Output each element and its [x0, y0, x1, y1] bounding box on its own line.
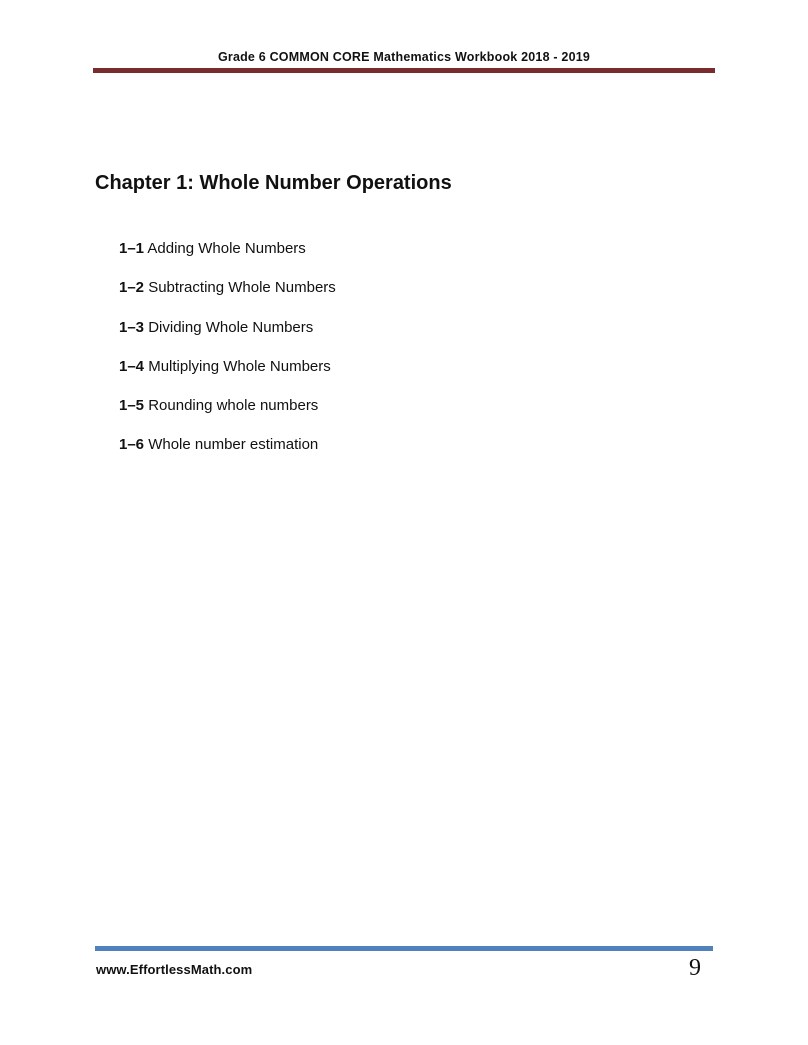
lesson-number: 1–6 [119, 436, 145, 454]
lesson-item [119, 239, 336, 278]
lesson-number: 1–1 [119, 240, 145, 257]
lesson-title: Rounding whole numbers [148, 397, 319, 415]
lesson-item [119, 396, 336, 435]
lesson-title: Dividing Whole Numbers [148, 318, 314, 336]
page-number: 9 [689, 955, 701, 981]
lesson-title: Whole number estimation [148, 436, 319, 454]
header-rule [93, 68, 715, 73]
lesson-list [119, 239, 336, 475]
lesson-item [119, 278, 336, 317]
lesson-item [119, 435, 336, 474]
footer-rule [95, 946, 713, 951]
chapter-title: Chapter 1: Whole Number Operations [95, 172, 452, 194]
lesson-title: Multiplying Whole Numbers [148, 357, 331, 375]
footer-url: www.EffortlessMath.com [96, 962, 253, 977]
lesson-item [119, 357, 336, 396]
lesson-number: 1–4 [119, 357, 145, 375]
lesson-number: 1–5 [119, 397, 145, 415]
lesson-title: Subtracting Whole Numbers [148, 279, 336, 297]
lesson-number: 1–2 [119, 279, 145, 297]
lesson-number: 1–3 [119, 318, 145, 336]
running-header: Grade 6 COMMON CORE Mathematics Workbook 2018 - 2019 [217, 50, 591, 64]
lesson-item [119, 318, 336, 357]
lesson-title: Adding Whole Numbers [147, 240, 306, 257]
